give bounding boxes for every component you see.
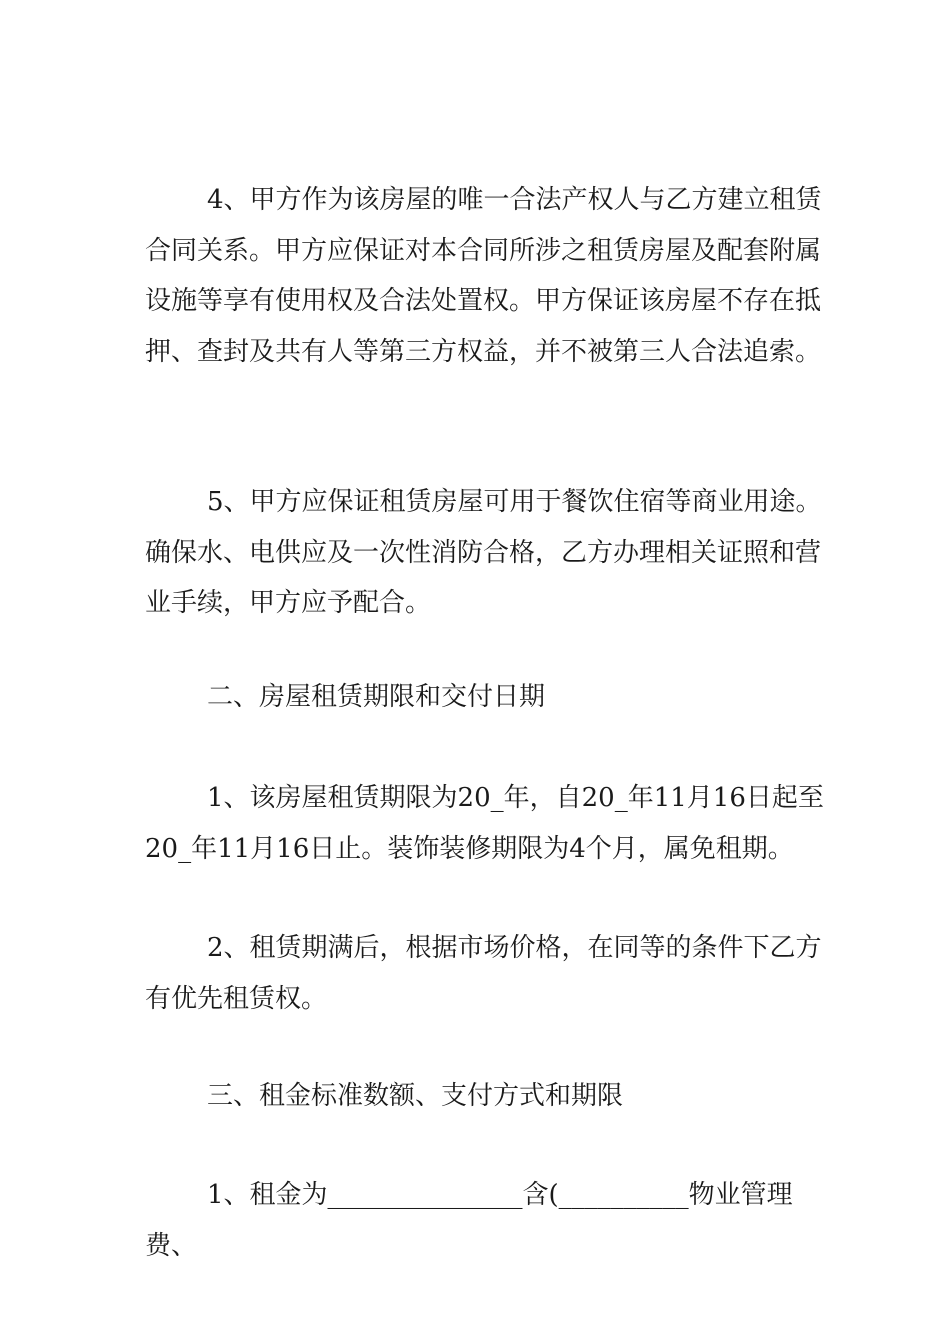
- clause-4-paragraph: 4、甲方作为该房屋的唯一合法产权人与乙方建立租赁合同关系。甲方应保证对本合同所涉之租赁房屋及配套附属设施等享有使用权及合法处置权。甲方保证该房屋不存在抵押、查封及共有人等第三方权益，并不被第三人合法追索。: [145, 185, 822, 367]
- section-2-clause-1-paragraph: 1、该房屋租赁期限为20_年，自20_年11月16日起至20_年11月16日止。装饰装修期限为4个月，属免租期。: [145, 783, 824, 864]
- section-2-clause-2-paragraph: 2、租赁期满后，根据市场价格，在同等的条件下乙方有优先租赁权。: [145, 933, 822, 1014]
- clause-5-paragraph: 5、甲方应保证租赁房屋可用于餐饮住宿等商业用途。确保水、电供应及一次性消防合格，乙方办理相关证照和营业手续，甲方应予配合。: [145, 487, 822, 618]
- section-3-heading: 三、租金标准数额、支付方式和期限: [207, 1081, 624, 1111]
- section-2-heading: 二、房屋租赁期限和交付日期: [207, 682, 546, 712]
- section-3-clause-1-paragraph: 1、租金为_______________含(__________物业管理费、: [145, 1180, 793, 1261]
